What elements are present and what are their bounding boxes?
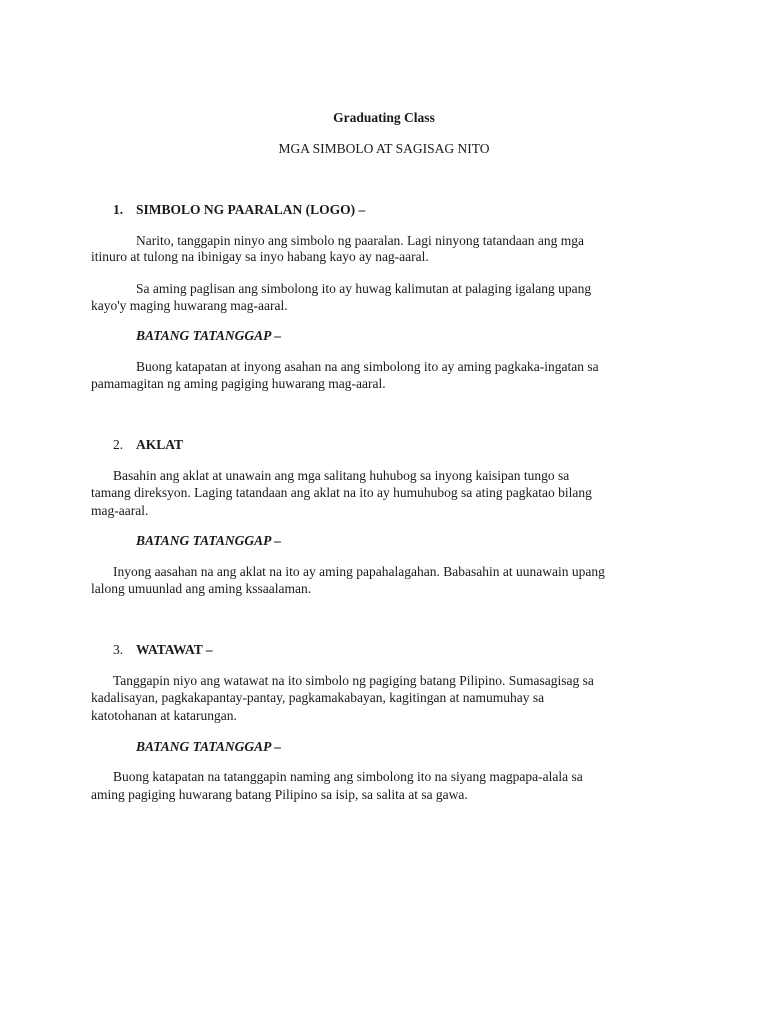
response-line: Buong katapatan na tatanggapin naming ang simbolong ito na siyang magpapa-alala sa: [113, 769, 583, 784]
response-label: BATANG TATANGGAP –: [136, 533, 282, 548]
response-line: Buong katapatan at inyong asahan na ang simbolong ito ay aming pagkaka-ingatan sa: [136, 359, 599, 374]
section-number: 2.: [113, 437, 124, 452]
paragraph-line: kayo'y maging huwarang mag-aaral.: [91, 298, 288, 313]
section-heading: AKLAT: [136, 437, 184, 452]
paragraph-line: Sa aming paglisan ang simbolong ito ay huwag kalimutan at palaging igalang upang: [136, 281, 592, 296]
section-heading: WATAWAT –: [136, 642, 213, 657]
response-label: BATANG TATANGGAP –: [136, 739, 282, 754]
paragraph-line: katotohanan at katarungan.: [91, 708, 237, 723]
response-line: aming pagiging huwarang batang Pilipino sa isip, sa salita at sa gawa.: [91, 787, 468, 802]
paragraph-line: Narito, tanggapin ninyo ang simbolo ng paaralan. Lagi ninyong tatandaan ang mga: [136, 233, 585, 248]
response-line: pamamagitan ng aming pagiging huwarang mag-aaral.: [91, 376, 386, 391]
response-line: lalong umuunlad ang aming kssaalaman.: [91, 581, 312, 596]
paragraph-line: Tanggapin niyo ang watawat na ito simbolo ng pagiging batang Pilipino. Sumasagisag sa: [113, 673, 594, 688]
section-number: 3.: [113, 642, 124, 657]
paragraph-line: tamang direksyon. Laging tatandaan ang aklat na ito ay humuhubog sa ating pagkatao bilang: [91, 485, 592, 500]
paragraph-line: kadalisayan, pagkakapantay-pantay, pagkamakabayan, kagitingan at namumuhay sa: [91, 690, 545, 705]
paragraph-line: Basahin ang aklat at unawain ang mga salitang huhubog sa inyong kaisipan tungo sa: [113, 468, 570, 483]
document-subtitle: MGA SIMBOLO AT SAGISAG NITO: [278, 141, 490, 156]
response-label: BATANG TATANGGAP –: [136, 328, 282, 343]
paragraph-line: mag-aaral.: [91, 503, 149, 518]
section-number: 1.: [113, 202, 124, 217]
paragraph-line: itinuro at tulong na ibinigay sa inyo habang kayo ay nag-aaral.: [91, 249, 429, 264]
document-title: Graduating Class: [333, 110, 435, 125]
section-heading: SIMBOLO NG PAARALAN (LOGO) –: [136, 202, 366, 217]
response-line: Inyong aasahan na ang aklat na ito ay aming papahalagahan. Babasahin at uunawain upang: [113, 564, 605, 579]
